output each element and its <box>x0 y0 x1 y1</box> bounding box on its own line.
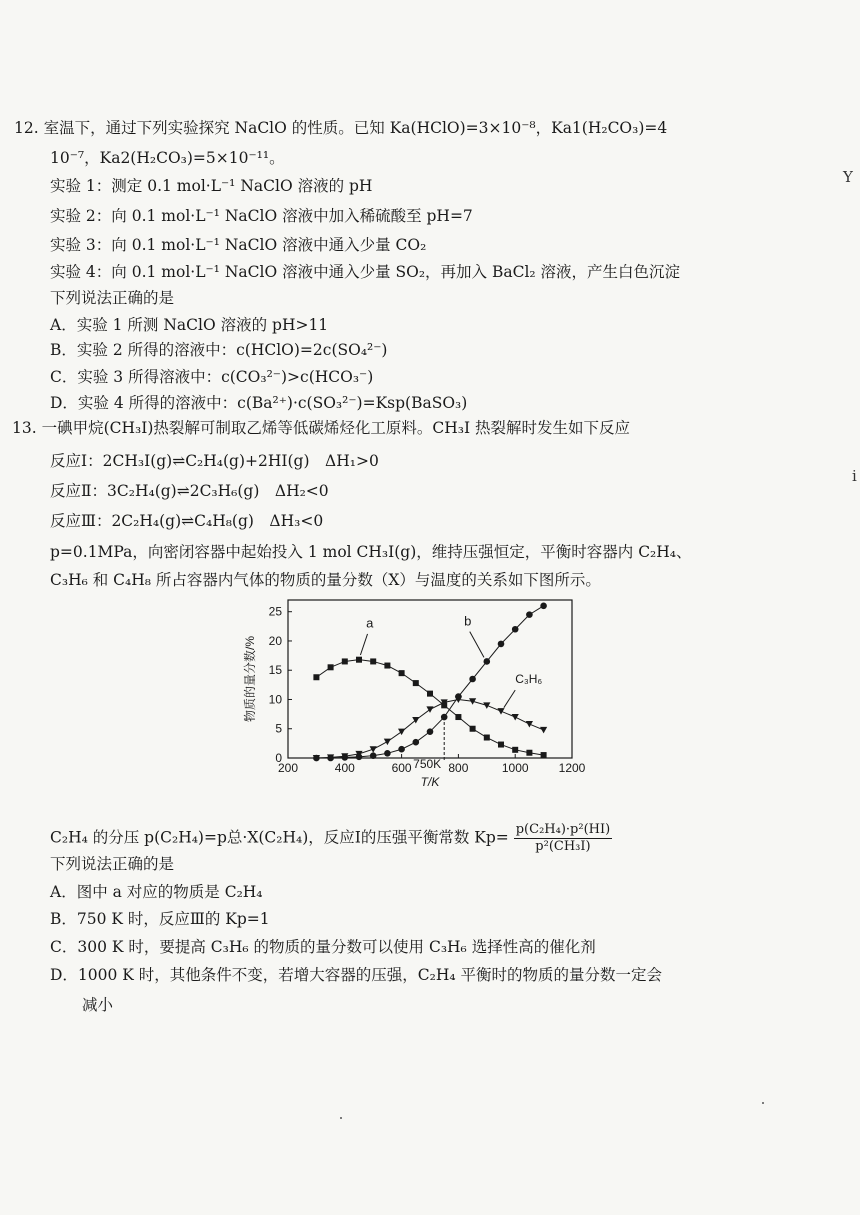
data-point-square <box>356 657 362 663</box>
data-point-circle <box>413 739 420 746</box>
data-point-square <box>342 658 348 664</box>
data-point-square <box>384 663 390 669</box>
data-point-circle <box>540 603 547 610</box>
x-tick-label: 400 <box>334 761 355 775</box>
y-tick-label: 0 <box>275 751 282 765</box>
x-tick-label: 800 <box>448 761 469 775</box>
annotation-750k: 750K <box>413 757 442 771</box>
data-point-triangle <box>483 702 490 709</box>
q12-option-d: D．实验 4 所得的溶液中：c(Ba²⁺)·c(SO₃²⁻)=Ksp(BaSO₃) <box>50 394 468 412</box>
data-point-square <box>512 747 518 753</box>
scan-speck <box>762 1102 764 1104</box>
q12-question: 下列说法正确的是 <box>50 289 175 307</box>
scan-speck <box>340 1117 342 1119</box>
q13-option-a: A．图中 a 对应的物质是 C₂H₄ <box>50 883 263 901</box>
data-point-square <box>470 726 476 732</box>
data-point-square <box>399 670 405 676</box>
x-tick-label: 1200 <box>558 761 586 775</box>
data-point-circle <box>469 676 476 683</box>
q12-exp2: 实验 2：向 0.1 mol·L⁻¹ NaClO 溶液中加入稀硫酸至 pH=7 <box>50 207 473 225</box>
margin-mark-top: Y <box>843 168 853 186</box>
q13-option-b: B．750 K 时，反应Ⅲ的 Kp=1 <box>50 910 270 928</box>
data-point-triangle <box>512 714 519 721</box>
data-point-triangle <box>370 746 377 753</box>
data-point-circle <box>398 746 405 753</box>
data-point-triangle <box>426 706 433 713</box>
data-point-square <box>370 658 376 664</box>
data-point-square <box>328 664 334 670</box>
y-tick-label: 5 <box>275 721 282 736</box>
q13-condition-1: p=0.1MPa，向密闭容器中起始投入 1 mol CH₃I(g)，维持压强恒定，平衡时容器内 C₂H₄、 <box>50 543 692 561</box>
data-point-square <box>498 742 504 748</box>
q13-reaction-1: 反应Ⅰ：2CH₃I(g)⇌C₂H₄(g)+2HI(g) ΔH₁>0 <box>50 452 379 470</box>
q13-question: 下列说法正确的是 <box>50 855 175 873</box>
x-axis-label: T/K <box>420 775 440 789</box>
q13-reaction-3: 反应Ⅲ：2C₂H₄(g)⇌C₄H₈(g) ΔH₃<0 <box>50 512 324 530</box>
q13-partial-pressure: C₂H₄ 的分压 p(C₂H₄)=p总·X(C₂H₄)，反应Ⅰ的压强平衡常数 Kp= $\frac{\text{p(C₂H₄)·p²(HI)}}{\text{p²(CH₃I)}}$ <box>50 822 611 854</box>
data-point-square <box>541 752 547 758</box>
q12-option-b: B．实验 2 所得的溶液中：c(HClO)=2c(SO₄²⁻) <box>50 341 388 359</box>
q12-stem-line1: 12. 室温下，通过下列实验探究 NaClO 的性质。已知 Ka(HClO)=3×10⁻⁸，Ka1(H₂CO₃)=4 <box>14 119 668 137</box>
data-point-triangle <box>540 727 547 734</box>
kp-fraction <box>514 822 612 855</box>
x-tick-label: 600 <box>391 761 412 775</box>
data-point-circle <box>370 752 377 759</box>
data-point-triangle <box>384 739 391 746</box>
q13-condition-2: C₃H₆ 和 C₄H₈ 所占容器内气体的物质的量分数（X）与温度的关系如下图所示。 <box>50 571 601 589</box>
q12-option-c: C．实验 3 所得溶液中：c(CO₃²⁻)>c(HCO₃⁻) <box>50 368 374 386</box>
q13-reaction-2: 反应Ⅱ：3C₂H₄(g)⇌2C₃H₆(g) ΔH₂<0 <box>50 482 329 500</box>
data-point-triangle <box>497 708 504 715</box>
y-tick-label: 25 <box>268 604 282 619</box>
series-label-a: a <box>366 615 374 631</box>
leader-c3h6 <box>504 690 515 708</box>
data-point-triangle <box>398 729 405 736</box>
series-label-b: b <box>464 613 472 629</box>
data-point-square <box>427 691 433 697</box>
leader-a <box>360 634 367 655</box>
x-tick-label: 1000 <box>501 761 529 775</box>
q12-exp4: 实验 4：向 0.1 mol·L⁻¹ NaClO 溶液中通入少量 SO₂，再加入 BaCl₂ 溶液，产生白色沉淀 <box>50 263 681 281</box>
y-tick-label: 10 <box>268 692 282 707</box>
data-point-circle <box>484 658 491 665</box>
data-point-square <box>313 674 319 680</box>
data-point-triangle <box>526 721 533 728</box>
q12-exp3: 实验 3：向 0.1 mol·L⁻¹ NaClO 溶液中通入少量 CO₂ <box>50 236 427 254</box>
margin-mark-mid: i <box>852 467 857 485</box>
y-tick-label: 15 <box>268 663 282 678</box>
x-tick-label: 200 <box>277 761 299 775</box>
y-axis-label: 物质的量分数/% <box>243 635 257 723</box>
kp-denominator: p²(CH₃I) <box>535 839 591 854</box>
q13-option-d-line2: 减小 <box>82 996 114 1014</box>
q13-option-d-line1: D．1000 K 时，其他条件不变，若增大容器的压强，C₂H₄ 平衡时的物质的量分数一定会 <box>50 966 663 984</box>
data-point-square <box>484 735 490 741</box>
mole-fraction-temperature-chart <box>230 592 590 806</box>
data-point-circle <box>384 750 391 757</box>
q12-stem-line2: 10⁻⁷，Ka2(H₂CO₃)=5×10⁻¹¹。 <box>50 149 285 167</box>
data-point-circle <box>498 641 505 648</box>
data-point-square <box>455 714 461 720</box>
q13-option-c: C．300 K 时，要提高 C₃H₆ 的物质的量分数可以使用 C₃H₆ 选择性高的催化剂 <box>50 938 596 956</box>
data-point-circle <box>512 626 519 633</box>
series-label-c3h6: C₃H₆ <box>515 672 543 687</box>
kp-numerator: p(C₂H₄)·p²(HI) <box>515 822 611 837</box>
data-point-circle <box>526 611 533 618</box>
y-tick-label: 20 <box>268 633 282 648</box>
q12-exp1: 实验 1：测定 0.1 mol·L⁻¹ NaClO 溶液的 pH <box>50 177 373 195</box>
q13-stem: 13. 一碘甲烷(CH₃I)热裂解可制取乙烯等低碳烯烃化工原料。CH₃I 热裂解时发生如下反应 <box>12 419 631 437</box>
data-point-square <box>526 750 532 756</box>
chart-series <box>313 603 547 762</box>
data-point-circle <box>427 728 434 735</box>
q12-option-a: A．实验 1 所测 NaClO 溶液的 pH>11 <box>50 316 329 334</box>
data-point-square <box>413 680 419 686</box>
series-line-b <box>316 606 543 758</box>
leader-b <box>470 632 484 658</box>
